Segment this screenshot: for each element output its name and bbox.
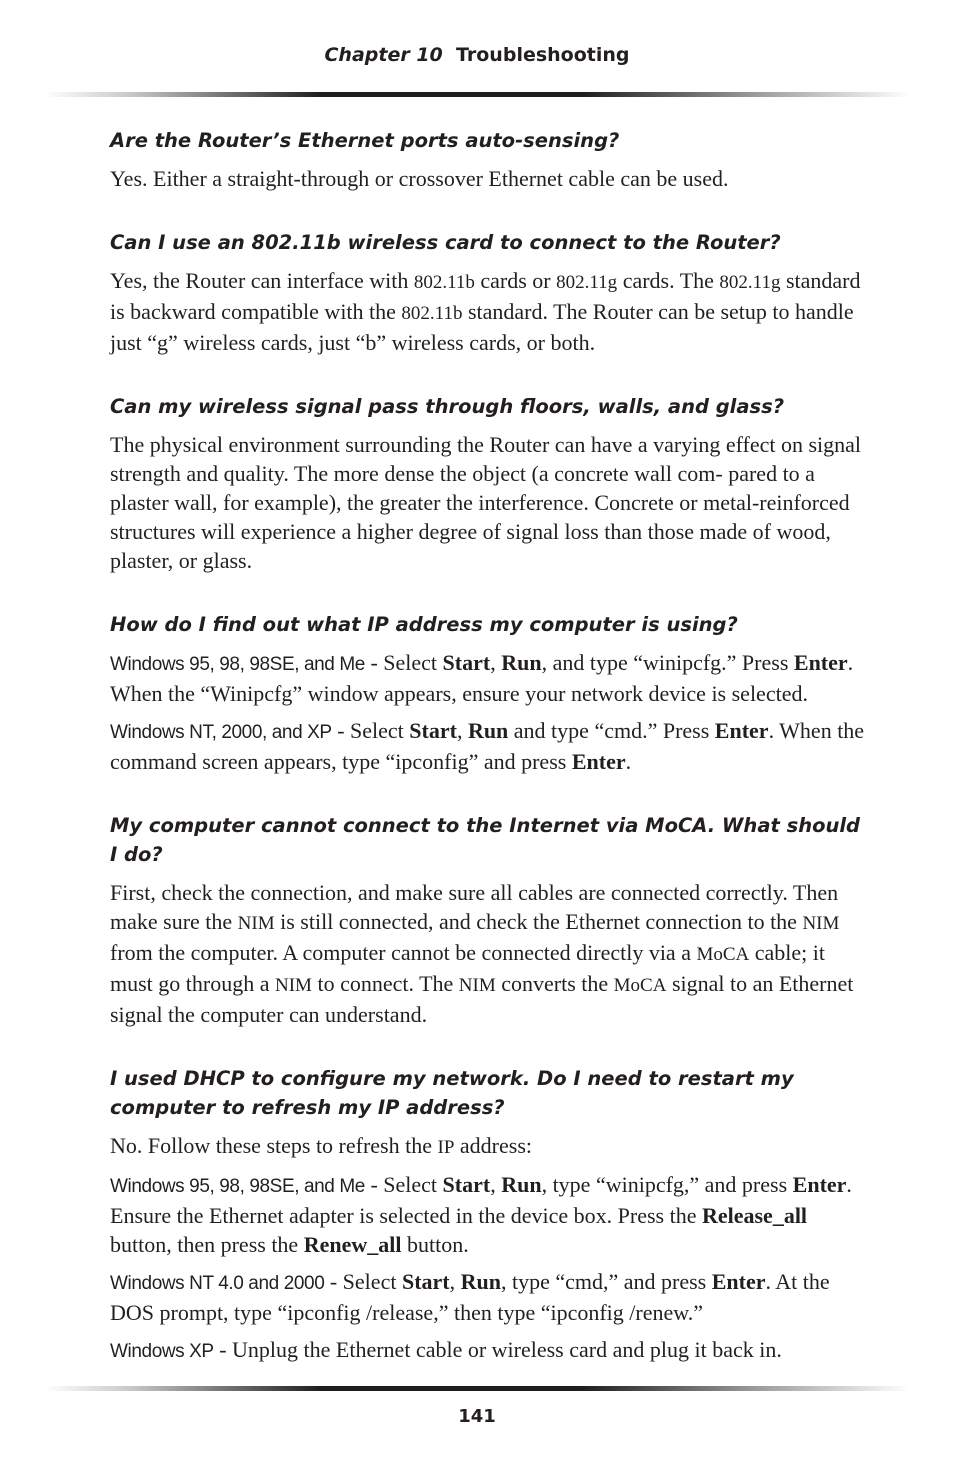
os-label: Windows 95, 98, 98SE, and Me (110, 1176, 365, 1197)
faq-answer-dhcp-intro: No. Follow these steps to refresh the IP address: (110, 1133, 532, 1158)
os-label: Windows 95, 98, 98SE, and Me (110, 654, 365, 675)
chapter-number: Chapter 10 (324, 44, 443, 66)
faq-step-dhcp-win95: Windows 95, 98, 98SE, and Me - Select Start, Run, type “winipcfg,” and press Enter. Ensure the Ethernet adapter is selected in the device box. Press the Release_all button, then press the Renew_all button. (110, 1172, 852, 1257)
page-number: 141 (458, 1406, 496, 1427)
faq-answer-ethernet-ports: Yes. Either a straight-through or crossover Ethernet cable can be used. (110, 166, 729, 191)
chapter-title: Troubleshooting (456, 44, 630, 66)
faq-step-dhcp-winxp: Windows XP - Unplug the Ethernet cable or wireless card and plug it back in. (110, 1337, 782, 1362)
header-rule (44, 92, 910, 97)
faq-question-find-ip: How do I find out what IP address my computer is using? (110, 613, 738, 636)
footer-rule (44, 1386, 910, 1391)
faq-answer-moca: First, check the connection, and make sure all cables are connected correctly. Then make sure the NIM is still connected, and check the Ethernet connection to the NIM from the computer. A computer cannot be connected directly via a MoCA cable; it must go through a NIM to connect. The NIM converts the MoCA signal to an Ethernet signal the computer can understand. (110, 880, 854, 1027)
faq-question-ethernet-ports: Are the Router’s Ethernet ports auto-sensing? (110, 129, 620, 152)
faq-question-moca: My computer cannot connect to the Internet via MoCA. What should I do? (110, 814, 860, 866)
faq-answer-80211b-card: Yes, the Router can interface with 802.11b cards or 802.11g cards. The 802.11g standard is backward compatible with the 802.11b standard. The Router can be setup to handle just “g” wireless cards, just “b” wireless cards, or both. (110, 268, 861, 355)
faq-answer-wireless-signal: The physical environment surrounding the Router can have a varying effect on signal strength and quality. The more dense the object (a concrete wall com- pared to a plaster wall, for example), the greater the interference. Concrete or metal-reinforced structures will experience a higher degree of signal loss than those made of wood, plaster, or glass. (110, 432, 862, 573)
os-label: Windows NT, 2000, and XP (110, 722, 332, 743)
os-label: Windows NT 4.0 and 2000 (110, 1273, 325, 1294)
running-header (0, 44, 954, 66)
faq-question-wireless-signal: Can my wireless signal pass through floors, walls, and glass? (110, 395, 785, 418)
faq-step-winnt: Windows NT, 2000, and XP - Select Start, Run and type “cmd.” Press Enter. When the command screen appears, type “ipconfig” and press Enter. (110, 718, 865, 774)
faq-step-win95: Windows 95, 98, 98SE, and Me - Select Start, Run, and type “winipcfg.” Press Enter. When the “Winipcfg” window appears, ensure your network device is selected. (110, 650, 854, 706)
page-body (110, 126, 870, 1374)
os-label: Windows XP (110, 1341, 214, 1362)
faq-step-dhcp-winnt: Windows NT 4.0 and 2000 - Select Start, Run, type “cmd,” and press Enter. At the DOS prompt, type “ipconfig /release,” then type “ipconfig /renew.” (110, 1269, 830, 1325)
faq-question-dhcp: I used DHCP to configure my network. Do I need to restart my computer to refresh my IP address? (110, 1067, 794, 1119)
faq-question-80211b-card: Can I use an 802.11b wireless card to connect to the Router? (110, 231, 781, 254)
